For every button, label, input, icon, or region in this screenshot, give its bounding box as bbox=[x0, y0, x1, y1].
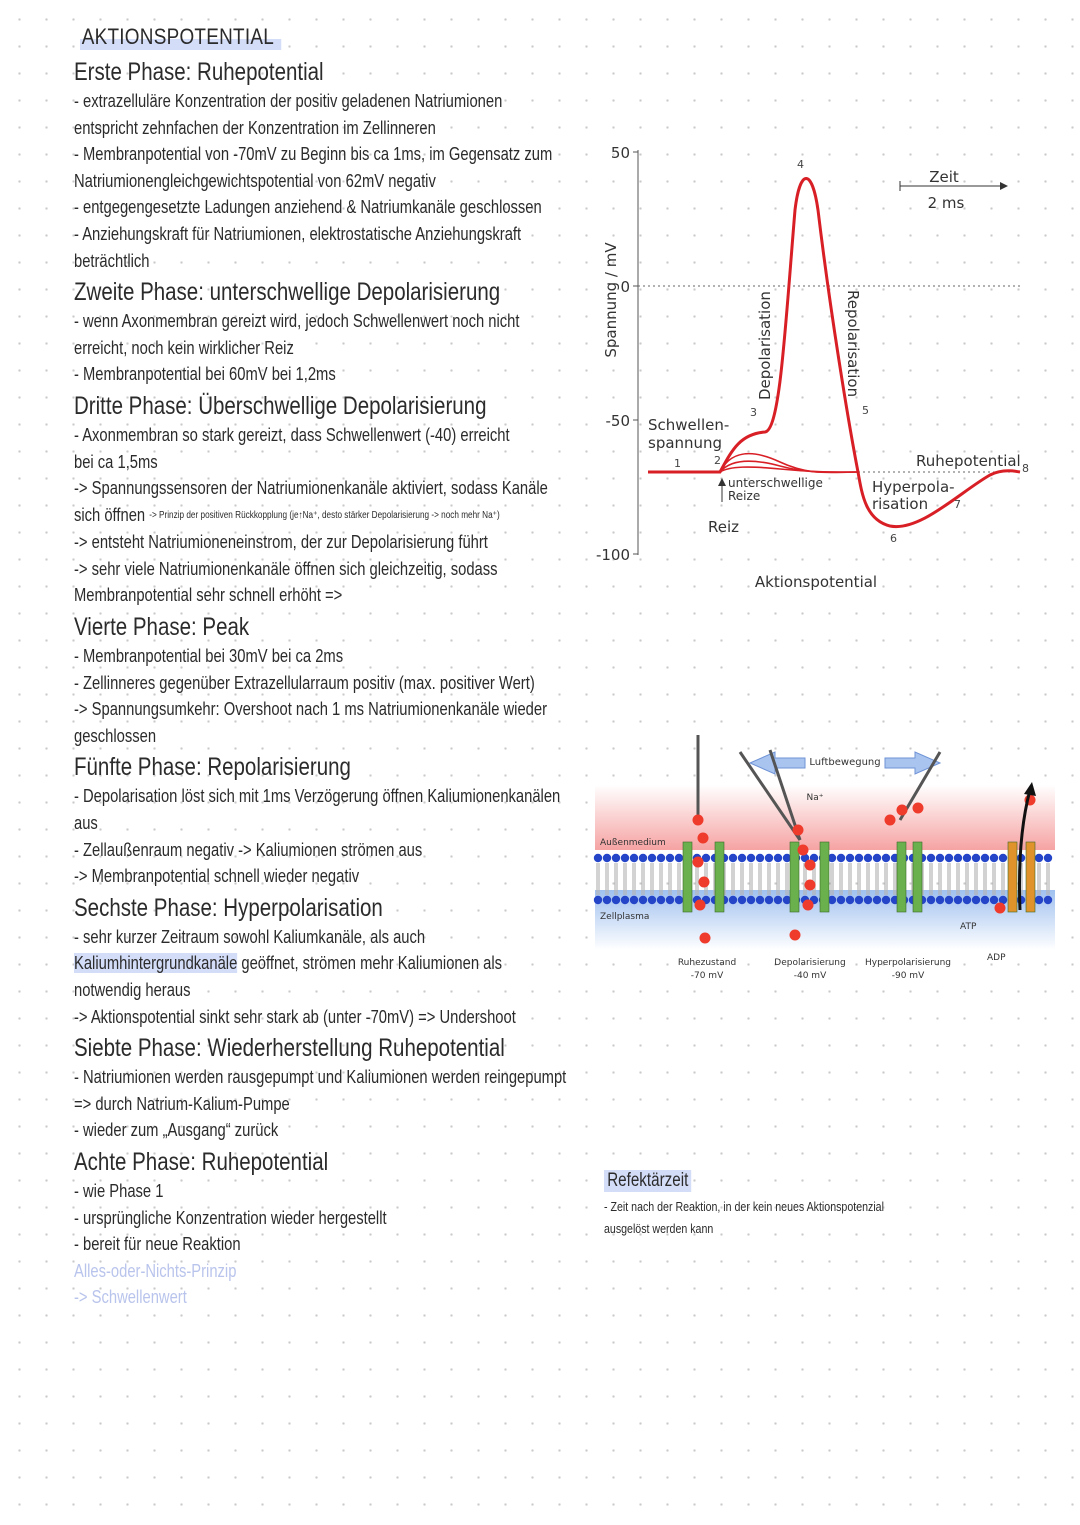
phase-number: 6 bbox=[890, 532, 897, 545]
lipid-head bbox=[612, 854, 620, 862]
label-reiz: Reiz bbox=[708, 518, 740, 536]
lipid-head bbox=[603, 854, 611, 862]
phase-8-title: Achte Phase: Ruhepotential bbox=[74, 1147, 329, 1176]
lipid-head bbox=[864, 896, 872, 904]
lipid-head bbox=[648, 854, 656, 862]
text-line: geschlossen bbox=[74, 725, 157, 746]
lipid-head bbox=[765, 854, 773, 862]
lipid-head bbox=[621, 896, 629, 904]
lipid-head bbox=[630, 854, 638, 862]
text-line: Natriumionengleichgewichtspotential von 62mV negativ bbox=[74, 170, 436, 191]
reiz-arrowhead bbox=[718, 478, 726, 486]
lipid-head bbox=[981, 854, 989, 862]
time-value: 2 ms bbox=[927, 194, 965, 212]
text-line: -> entsteht Natriumioneneinstrom, der zur Depolarisierung führt bbox=[74, 532, 488, 553]
lipid-head bbox=[927, 854, 935, 862]
lipid-head bbox=[630, 896, 638, 904]
label-repolarisation: Repolarisation bbox=[844, 290, 862, 398]
lipid-head bbox=[972, 896, 980, 904]
text-line: Membranpotential sehr schnell erhöht => bbox=[74, 585, 343, 606]
text-line: -> Aktionspotential sinkt sehr stark ab (unter -70mV) => Undershoot bbox=[74, 1006, 516, 1027]
label-reize: Reize bbox=[728, 489, 761, 503]
lipid-head bbox=[963, 854, 971, 862]
text-line: - wie Phase 1 bbox=[74, 1180, 164, 1201]
text-line: - Zellinneres gegenüber Extrazellularraum positiv (max. positiver Wert) bbox=[74, 672, 535, 693]
label-depolarisation: Depolarisation bbox=[756, 291, 774, 400]
text-line: - entgegengesetzte Ladungen anziehend & Natriumkanäle geschlossen bbox=[74, 197, 542, 218]
ion-dot bbox=[897, 805, 908, 816]
phase-number: 1 bbox=[674, 457, 681, 470]
ion-dot bbox=[790, 930, 801, 941]
lipid-head bbox=[837, 854, 845, 862]
ion-dot bbox=[995, 903, 1006, 914]
lipid-head bbox=[945, 854, 953, 862]
y-tick-label: 50 bbox=[610, 144, 630, 162]
label-spannung: spannung bbox=[648, 434, 723, 452]
text-line: - Anziehungskraft für Natriumionen, elektrostatische Anziehungskraft bbox=[74, 223, 522, 244]
ion-channel bbox=[1026, 842, 1035, 912]
state-name: Hyperpolarisierung bbox=[864, 958, 952, 968]
chart-caption: Aktionspotential bbox=[754, 573, 878, 591]
text-line: notwendig heraus bbox=[74, 979, 191, 1000]
text-line: - Depolarisation löst sich mit 1ms Verzögerung öffnen Kaliumionenkanälen bbox=[74, 786, 561, 807]
lipid-head bbox=[648, 896, 656, 904]
ion-dot bbox=[699, 877, 710, 888]
text-line: - Membranpotential bei 60mV bei 1,2ms bbox=[74, 364, 336, 385]
lipid-head bbox=[981, 896, 989, 904]
phase-number: 3 bbox=[750, 406, 757, 419]
text-line: entspricht zehnfachen der Konzentration im Zellinneren bbox=[74, 117, 436, 138]
refractory-line: ausgelöst werden kann bbox=[604, 1222, 714, 1236]
lipid-head bbox=[927, 896, 935, 904]
lipid-head bbox=[765, 896, 773, 904]
footer-note: -> Schwellenwert bbox=[74, 1286, 187, 1307]
phase-2-title: Zweite Phase: unterschwellige Depolarisierung bbox=[74, 278, 501, 307]
label-schwellen: Schwellen- bbox=[648, 416, 730, 434]
right-arrow-icon bbox=[885, 752, 940, 774]
phase-number: 4 bbox=[797, 158, 804, 171]
phase-6-title: Sechste Phase: Hyperpolarisation bbox=[74, 893, 383, 922]
ion-dot bbox=[700, 933, 711, 944]
ion-channel bbox=[715, 842, 724, 912]
lipid-head bbox=[675, 854, 683, 862]
text-rest: geöffnet, strömen mehr Kaliumionen als bbox=[237, 953, 503, 974]
text-line: erreicht, noch kein wirklicher Reiz bbox=[74, 337, 294, 358]
lipid-head bbox=[594, 896, 602, 904]
lipid-head bbox=[603, 896, 611, 904]
ion-dot bbox=[885, 815, 896, 826]
lipid-head bbox=[774, 854, 782, 862]
text-line: - wenn Axonmembran gereizt wird, jedoch Schwellenwert noch nicht bbox=[74, 311, 520, 332]
small-note: -> Prinzip der positiven Rückkopplung (je↑Na⁺, desto stärker Depolarisierung -> noch mehr Na⁺) bbox=[149, 509, 500, 521]
refractory-note bbox=[604, 1170, 934, 1240]
phase-number: 8 bbox=[1022, 462, 1029, 475]
phase-4-title: Vierte Phase: Peak bbox=[74, 613, 250, 642]
state-value: -90 mV bbox=[891, 971, 925, 981]
lipid-head bbox=[837, 896, 845, 904]
lipid-head bbox=[738, 854, 746, 862]
text-line: - Membranpotential bei 30mV bei ca 2ms bbox=[74, 646, 344, 667]
lipid-head bbox=[954, 854, 962, 862]
text-line: - wieder zum „Ausgang“ zurück bbox=[74, 1120, 279, 1141]
phase-number: 7 bbox=[954, 498, 961, 511]
lipid-head bbox=[990, 854, 998, 862]
luftbewegung-label: Luftbewegung bbox=[809, 757, 881, 768]
ion-channel bbox=[683, 842, 692, 912]
lipid-head bbox=[756, 896, 764, 904]
phase-7-title: Siebte Phase: Wiederherstellung Ruhepotential bbox=[74, 1034, 505, 1063]
lipid-head bbox=[1035, 854, 1043, 862]
text-line: - Axonmembran so stark gereizt, dass Schwellenwert (-40) erreicht bbox=[74, 424, 510, 445]
lipid-head bbox=[1044, 896, 1052, 904]
lipid-head bbox=[855, 854, 863, 862]
adp-label: ADP bbox=[987, 953, 1006, 963]
ion-dot bbox=[913, 803, 924, 814]
lipid-head bbox=[639, 896, 647, 904]
y-tick-label: 0 bbox=[620, 278, 630, 296]
time-scale-arrowhead bbox=[1000, 182, 1008, 190]
lipid-head bbox=[747, 854, 755, 862]
text-line: - extrazelluläre Konzentration der positiv geladenen Natriumionen bbox=[74, 91, 503, 111]
text-line: -> Membranpotential schnell wieder negativ bbox=[74, 866, 360, 887]
lipid-head bbox=[990, 896, 998, 904]
lipid-head bbox=[612, 896, 620, 904]
lipid-head bbox=[873, 854, 881, 862]
text-line bbox=[74, 502, 500, 530]
text-line: - Membranpotential von -70mV zu Beginn bis ca 1ms, im Gegensatz zum bbox=[74, 144, 553, 165]
label-hyperpola: Hyperpola- bbox=[872, 478, 955, 496]
lipid-head bbox=[657, 896, 665, 904]
lipid-head bbox=[855, 896, 863, 904]
ion-dot bbox=[793, 825, 804, 836]
ion-dot bbox=[693, 857, 704, 868]
state-name: Ruhezustand bbox=[677, 958, 737, 968]
lipid-head bbox=[882, 896, 890, 904]
ion-dot bbox=[798, 845, 809, 856]
text-line: - ursprüngliche Konzentration wieder hergestellt bbox=[74, 1207, 387, 1228]
lipid-head bbox=[963, 896, 971, 904]
lipid-head bbox=[621, 854, 629, 862]
highlighted-term: Kaliumhintergrundkanäle bbox=[74, 953, 238, 974]
lipid-head bbox=[774, 896, 782, 904]
ion-dot bbox=[803, 900, 814, 911]
phase-3-title: Dritte Phase: Überschwellige Depolarisierung bbox=[74, 391, 487, 420]
text-line bbox=[74, 950, 503, 977]
ion-dot bbox=[693, 815, 704, 826]
ion-dot bbox=[698, 833, 709, 844]
lipid-head bbox=[846, 896, 854, 904]
lipid-head bbox=[882, 854, 890, 862]
label-risation: risation bbox=[872, 495, 929, 513]
ion-dot bbox=[805, 860, 816, 871]
lipid-head bbox=[864, 854, 872, 862]
lipid-head bbox=[675, 896, 683, 904]
text-line: - Natriumionen werden rausgepumpt und Kaliumionen werden reingepumpt bbox=[74, 1067, 567, 1088]
phase-1-title: Erste Phase: Ruhepotential bbox=[74, 58, 324, 86]
text-line: -> Spannungssensoren der Natriumionenkanäle aktiviert, sodass Kanäle bbox=[74, 478, 548, 499]
zell-label: Zellplasma bbox=[600, 912, 650, 922]
state-value: -40 mV bbox=[793, 971, 827, 981]
phase-number: 5 bbox=[862, 404, 869, 417]
lipid-head bbox=[639, 854, 647, 862]
refractory-title: Refektärzeit bbox=[604, 1170, 692, 1192]
y-tick-label: -50 bbox=[605, 412, 630, 430]
text-line: -> Spannungsumkehr: Overshoot nach 1 ms Natriumionenkanäle wieder bbox=[74, 699, 547, 720]
lipid-head bbox=[729, 854, 737, 862]
lipid-head bbox=[936, 896, 944, 904]
text-line: aus bbox=[74, 813, 98, 834]
lipid-head bbox=[594, 854, 602, 862]
state-name: Depolarisierung bbox=[774, 958, 846, 968]
text-line: => durch Natrium-Kalium-Pumpe bbox=[74, 1093, 290, 1114]
refractory-line: - Zeit nach der Reaktion, in der kein neues Aktionspotenzial bbox=[604, 1200, 884, 1214]
state-value: -70 mV bbox=[690, 971, 724, 981]
lipid-head bbox=[729, 896, 737, 904]
aussen-label: Außenmedium bbox=[600, 838, 666, 848]
atp-label: ATP bbox=[960, 922, 977, 932]
text-line: -> sehr viele Natriumionenkanäle öffnen sich gleichzeitig, sodass bbox=[74, 558, 498, 579]
lipid-head bbox=[756, 854, 764, 862]
text-sich: sich öffnen bbox=[74, 504, 146, 525]
lipid-head bbox=[666, 854, 674, 862]
lipid-head bbox=[666, 896, 674, 904]
ion-channel bbox=[1008, 842, 1017, 912]
lipid-head bbox=[936, 854, 944, 862]
lipid-head bbox=[1035, 896, 1043, 904]
lipid-head bbox=[846, 854, 854, 862]
lipid-head bbox=[999, 854, 1007, 862]
text-line: bei ca 1,5ms bbox=[74, 451, 158, 472]
notes-column bbox=[74, 24, 584, 1310]
na-label: Na⁺ bbox=[806, 793, 824, 803]
action-potential-curve bbox=[648, 179, 1020, 527]
lipid-head bbox=[954, 896, 962, 904]
ion-channel bbox=[820, 842, 829, 912]
page-title: AKTIONSPOTENTIAL bbox=[80, 24, 281, 50]
lipid-head bbox=[738, 896, 746, 904]
lipid-head bbox=[657, 854, 665, 862]
text-line: - sehr kurzer Zeitraum sowohl Kaliumkanäle, als auch bbox=[74, 926, 426, 947]
lipid-head bbox=[945, 896, 953, 904]
time-label: Zeit bbox=[929, 168, 959, 186]
refractory-text bbox=[604, 1196, 927, 1240]
ion-dot bbox=[695, 900, 706, 911]
ion-channel bbox=[790, 842, 799, 912]
label-unterschwellige: unterschwellige bbox=[728, 476, 823, 490]
lipid-head bbox=[873, 896, 881, 904]
text-line: beträchtlich bbox=[74, 250, 150, 271]
ion-dot bbox=[805, 880, 816, 891]
membrane-diagram bbox=[590, 730, 1060, 990]
text-line: - bereit für neue Reaktion bbox=[74, 1234, 241, 1255]
label-ruhepotential: Ruhepotential bbox=[916, 452, 1021, 470]
lipid-head bbox=[972, 854, 980, 862]
y-axis-label: Spannung / mV bbox=[602, 242, 620, 358]
lipid-head bbox=[747, 896, 755, 904]
phase-5-title: Fünfte Phase: Repolarisierung bbox=[74, 753, 351, 782]
ion-channel bbox=[913, 842, 922, 912]
lipid-head bbox=[1044, 854, 1052, 862]
ion-channel bbox=[897, 842, 906, 912]
phase-number: 2 bbox=[714, 454, 721, 467]
footer-note: Alles-oder-Nichts-Prinzip bbox=[74, 1260, 237, 1281]
action-potential-chart bbox=[590, 130, 1040, 600]
y-tick-label: -100 bbox=[595, 546, 630, 564]
text-line: - Zellaußenraum negativ -> Kaliumionen strömen aus bbox=[74, 839, 423, 860]
